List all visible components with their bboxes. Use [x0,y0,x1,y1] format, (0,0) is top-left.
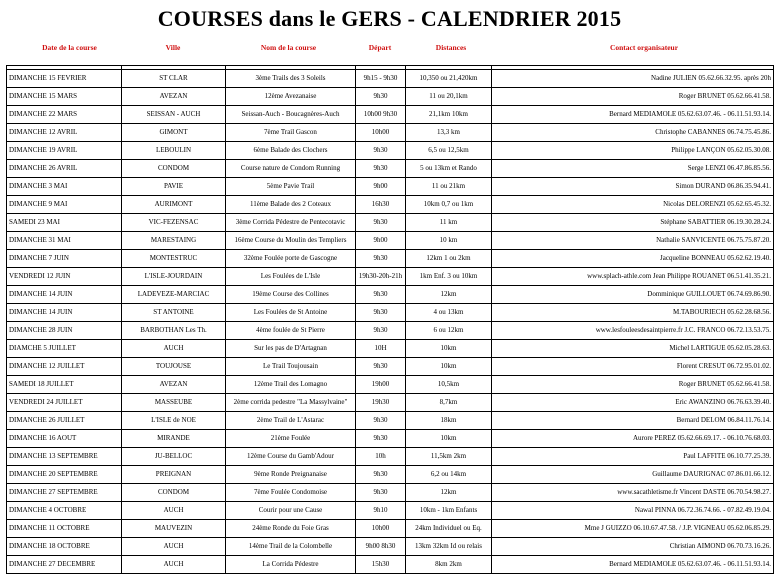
table-row [7,322,774,340]
ville-cell: BARBOTHAN Les Th. [122,322,226,340]
depart-cell: 19h30 [356,394,406,412]
depart-cell: 15h30 [356,556,406,574]
course-name-cell: 3ème Trails des 3 Soleils [226,70,356,88]
contact-cell: Nawal PINNA 06.72.36.74.66. - 07.82.49.19.04. [492,502,774,520]
course-name-cell: Courir pour une Cause [226,502,356,520]
ville-cell: CONDOM [122,484,226,502]
table-row [7,556,774,574]
distances-cell: 6,5 ou 12,5km [406,142,492,160]
table-row [7,484,774,502]
depart-cell: 10h00 [356,124,406,142]
header-distances: Distances [435,43,467,52]
ville-cell: JU-BELLOC [122,448,226,466]
ville-cell: AVEZAN [122,88,226,106]
table-row [7,178,774,196]
contact-cell: Bernard MEDIAMOLE 05.62.63.07.46. - 06.11.51.93.14. [492,106,774,124]
contact-cell: Roger BRUNET 05.62.66.41.58. [492,376,774,394]
contact-cell: Jacqueline BONNEAU 05.62.62.19.40. [492,250,774,268]
table-row [7,304,774,322]
table-row [7,376,774,394]
depart-cell: 10h [356,448,406,466]
date-cell: DIMANCHE 27 SEPTEMBRE [7,484,122,502]
distances-cell: 8km 2km [406,556,492,574]
table-row [7,232,774,250]
depart-cell: 19h00 [356,376,406,394]
course-name-cell: 3ème Corrida Pédestre de Pentecotavic [226,214,356,232]
contact-cell: Christophe CABANNES 06.74.75.45.86. [492,124,774,142]
course-name-cell: 14ème Trail de la Colombelle [226,538,356,556]
table-row [7,70,774,88]
course-name-cell: 2ème Trail de L'Astarac [226,412,356,430]
table-row [7,340,774,358]
contact-cell: Mme J GUIZZO 06.10.67.47.58. / J.P. VIGNEAU 05.62.06.85.29. [492,520,774,538]
course-name-cell: 12ème Avezanaise [226,88,356,106]
date-cell: DIMANCHE 20 SEPTEMBRE [7,466,122,484]
ville-cell: SEISSAN - AUCH [122,106,226,124]
calendar-body [7,66,774,574]
depart-cell: 9h30 [356,142,406,160]
ville-cell: AUCH [122,502,226,520]
date-cell: DIMANCHE 14 JUIN [7,304,122,322]
ville-cell: L'ISLE-JOURDAIN [122,268,226,286]
table-row [7,196,774,214]
table-row [7,142,774,160]
table-row [7,448,774,466]
distances-cell: 11 km [406,214,492,232]
header-depart: Départ [368,43,392,52]
contact-cell: Eric AWANZINO 06.76.63.39.40. [492,394,774,412]
depart-cell: 9h30 [356,304,406,322]
distances-cell: 1km Enf. 3 ou 10km [406,268,492,286]
distances-cell: 10,350 ou 21,420km [406,70,492,88]
date-cell: DIMANCHE 14 JUIN [7,286,122,304]
table-row [7,160,774,178]
date-cell: DIMANCHE 16 AOUT [7,430,122,448]
contact-cell: M.TABOURIECH 05.62.28.68.56. [492,304,774,322]
ville-cell: MONTESTRUC [122,250,226,268]
course-name-cell: 7ème Trail Gascon [226,124,356,142]
page-title: COURSES dans le GERS - CALENDRIER 2015 [157,6,622,31]
date-cell: VENDREDI 24 JUILLET [7,394,122,412]
distances-cell: 10km [406,358,492,376]
column-headers [6,43,773,55]
distances-cell: 5 ou 13km et Rando [406,160,492,178]
depart-cell: 9h15 - 9h30 [356,70,406,88]
ville-cell: GIMONT [122,124,226,142]
depart-cell: 9h30 [356,412,406,430]
course-name-cell: 24ème Ronde du Foie Gras [226,520,356,538]
header-contact: Contact organisateur [609,43,679,52]
distances-cell: 10km - 1km Enfants [406,502,492,520]
table-row [7,430,774,448]
date-cell: DIMANCHE 13 SEPTEMBRE [7,448,122,466]
ville-cell: MIRANDE [122,430,226,448]
contact-cell: www.lesfouleesdesaintpierre.fr J.C. FRANCO 06.72.13.53.75. [492,322,774,340]
header-date: Date de la course [42,43,97,52]
table-row [7,538,774,556]
contact-cell: www.sacathletisme.fr Vincent DASTE 06.70.54.98.27. [492,484,774,502]
ville-cell: AUCH [122,340,226,358]
contact-cell: Nicolas DELORENZI 05.62.65.45.32. [492,196,774,214]
date-cell: DIMANCHE 15 MARS [7,88,122,106]
course-name-cell: 16ème Course du Moulin des Templiers [226,232,356,250]
contact-cell: Aurore PEREZ 05.62.66.69.17. - 06.10.76.68.03. [492,430,774,448]
contact-cell: Nathalie SANVICENTE 06.75.75.87.20. [492,232,774,250]
course-name-cell: 19ème Course des Collines [226,286,356,304]
ville-cell: MASSEUBE [122,394,226,412]
depart-cell: 16h30 [356,196,406,214]
ville-cell: CONDOM [122,160,226,178]
contact-cell: Christian AIMOND 06.70.73.16.26. [492,538,774,556]
ville-cell: LADEVEZE-MARCIAC [122,286,226,304]
course-name-cell: 21ème Foulée [226,430,356,448]
date-cell: DIMANCHE 3 MAI [7,178,122,196]
depart-cell: 9h30 [356,484,406,502]
depart-cell: 9h30 [356,286,406,304]
date-cell: VENDREDI 12 JUIN [7,268,122,286]
header-ville: Ville [165,43,181,52]
date-cell: SAMEDI 18 JUILLET [7,376,122,394]
course-name-cell: 4ème foulée de St Pierre [226,322,356,340]
course-name-cell: Course nature de Condom Running [226,160,356,178]
course-name-cell: La Corrida Pédestre [226,556,356,574]
date-cell: DIMANCHE 11 OCTOBRE [7,520,122,538]
course-name-cell: 9ème Ronde Preignanaise [226,466,356,484]
distances-cell: 4 ou 13km [406,304,492,322]
date-cell: DIMANCHE 28 JUIN [7,322,122,340]
depart-cell: 10h00 [356,520,406,538]
table-row [7,412,774,430]
distances-cell: 6,2 ou 14km [406,466,492,484]
distances-cell: 6 ou 12km [406,322,492,340]
table-row [7,394,774,412]
date-cell: DIMANCHE 27 DECEMBRE [7,556,122,574]
distances-cell: 11,5km 2km [406,448,492,466]
contact-cell: Bernard MEDIAMOLE 05.62.63.07.46. - 06.11.51.93.14. [492,556,774,574]
distances-cell: 10,5km [406,376,492,394]
distances-cell: 11 ou 21km [406,178,492,196]
depart-cell: 9h10 [356,502,406,520]
ville-cell: MARESTAING [122,232,226,250]
contact-cell: Serge LENZI 06.47.86.85.56. [492,160,774,178]
course-name-cell: Les Foulées de L'Isle [226,268,356,286]
table-row [7,502,774,520]
course-name-cell: 2ème corrida pedestre "La Massylvaine" [226,394,356,412]
distances-cell: 10km [406,430,492,448]
contact-cell: Michel LARTIGUE 05.62.05.28.63. [492,340,774,358]
ville-cell: LEBOULIN [122,142,226,160]
contact-cell: Florent CRESUT 06.72.95.01.02. [492,358,774,376]
distances-cell: 10 km [406,232,492,250]
course-name-cell: 5ème Pavie Trail [226,178,356,196]
course-name-cell: 32ème Foulée porte de Gascogne [226,250,356,268]
table-row [7,214,774,232]
distances-cell: 10km [406,340,492,358]
ville-cell: AUCH [122,538,226,556]
course-name-cell: 11ème Balade des 2 Coteaux [226,196,356,214]
date-cell: DIAMCHE 5 JUILLET [7,340,122,358]
date-cell: DIMANCHE 18 OCTOBRE [7,538,122,556]
calendar-table [6,65,774,574]
depart-cell: 9h00 8h30 [356,538,406,556]
contact-cell: Bernard DELOM 06.84.11.76.14. [492,412,774,430]
course-name-cell: Sur les pas de D'Artagnan [226,340,356,358]
course-name-cell: Le Trail Toujousain [226,358,356,376]
ville-cell: AVEZAN [122,376,226,394]
table-row [7,124,774,142]
depart-cell: 9h00 [356,232,406,250]
date-cell: DIMANCHE 12 JUILLET [7,358,122,376]
depart-cell: 9h00 [356,178,406,196]
distances-cell: 13,3 km [406,124,492,142]
depart-cell: 9h30 [356,214,406,232]
ville-cell: L'ISLE de NOE [122,412,226,430]
table-row [7,250,774,268]
table-row [7,520,774,538]
date-cell: SAMEDI 23 MAI [7,214,122,232]
depart-cell: 19h30-20h-21h [356,268,406,286]
contact-cell: Nadine JULIEN 05.62.66.32.95. après 20h [492,70,774,88]
table-row [7,358,774,376]
date-cell: DIMANCHE 7 JUIN [7,250,122,268]
depart-cell: 9h30 [356,322,406,340]
ville-cell: PREIGNAN [122,466,226,484]
table-row [7,106,774,124]
course-name-cell: Seissan-Auch - Boucagnères-Auch [226,106,356,124]
contact-cell: Philippe LANÇON 05.62.05.30.08. [492,142,774,160]
distances-cell: 12km [406,484,492,502]
ville-cell: AURIMONT [122,196,226,214]
ville-cell: VIC-FEZENSAC [122,214,226,232]
ville-cell: ST CLAR [122,70,226,88]
contact-cell: Guillaume DAURIGNAC 07.86.01.66.12. [492,466,774,484]
distances-cell: 12km [406,286,492,304]
date-cell: DIMANCHE 22 MARS [7,106,122,124]
table-row [7,268,774,286]
contact-cell: Domminique GUILLOUET 06.74.69.86.90. [492,286,774,304]
ville-cell: TOUJOUSE [122,358,226,376]
table-row [7,286,774,304]
course-name-cell: 12ème Trail des Lomagno [226,376,356,394]
distances-cell: 10km 0,7 ou 1km [406,196,492,214]
contact-cell: www.splach-athle.com Jean Philippe ROUANET 06.51.41.35.21. [492,268,774,286]
depart-cell: 10h00 9h30 [356,106,406,124]
date-cell: DIMANCHE 9 MAI [7,196,122,214]
depart-cell: 9h30 [356,430,406,448]
date-cell: DIMANCHE 12 AVRIL [7,124,122,142]
date-cell: DIMANCHE 4 OCTOBRE [7,502,122,520]
depart-cell: 9h30 [356,466,406,484]
distances-cell: 21,1km 10km [406,106,492,124]
ville-cell: AUCH [122,556,226,574]
date-cell: DIMANCHE 19 AVRIL [7,142,122,160]
depart-cell: 9h30 [356,358,406,376]
distances-cell: 13km 32km Id ou relais [406,538,492,556]
depart-cell: 10H [356,340,406,358]
table-row [7,88,774,106]
date-cell: DIMANCHE 26 AVRIL [7,160,122,178]
course-name-cell: 6ème Balade des Clochers [226,142,356,160]
depart-cell: 9h30 [356,250,406,268]
header-course: Nom de la course [260,43,317,52]
table-row [7,466,774,484]
contact-cell: Roger BRUNET 05.62.66.41.58. [492,88,774,106]
date-cell: DIMANCHE 31 MAI [7,232,122,250]
ville-cell: ST ANTOINE [122,304,226,322]
depart-cell: 9h30 [356,88,406,106]
distances-cell: 8,7km [406,394,492,412]
distances-cell: 12km 1 ou 2km [406,250,492,268]
date-cell: DIMANCHE 15 FEVRIER [7,70,122,88]
course-name-cell: 7ème Foulée Condomoise [226,484,356,502]
contact-cell: Paul LAFFITE 06.10.77.25.39. [492,448,774,466]
distances-cell: 24km Individuel ou Eq. [406,520,492,538]
contact-cell: Stéphane SABATTIER 06.19.30.28.24. [492,214,774,232]
course-name-cell: Les Foulées de St Antoine [226,304,356,322]
ville-cell: PAVIE [122,178,226,196]
distances-cell: 18km [406,412,492,430]
ville-cell: MAUVEZIN [122,520,226,538]
course-name-cell: 12ème Course du Gamb'Adour [226,448,356,466]
contact-cell: Simon DURAND 06.86.35.94.41. [492,178,774,196]
distances-cell: 11 ou 20,1km [406,88,492,106]
date-cell: DIMANCHE 26 JUILLET [7,412,122,430]
depart-cell: 9h30 [356,160,406,178]
